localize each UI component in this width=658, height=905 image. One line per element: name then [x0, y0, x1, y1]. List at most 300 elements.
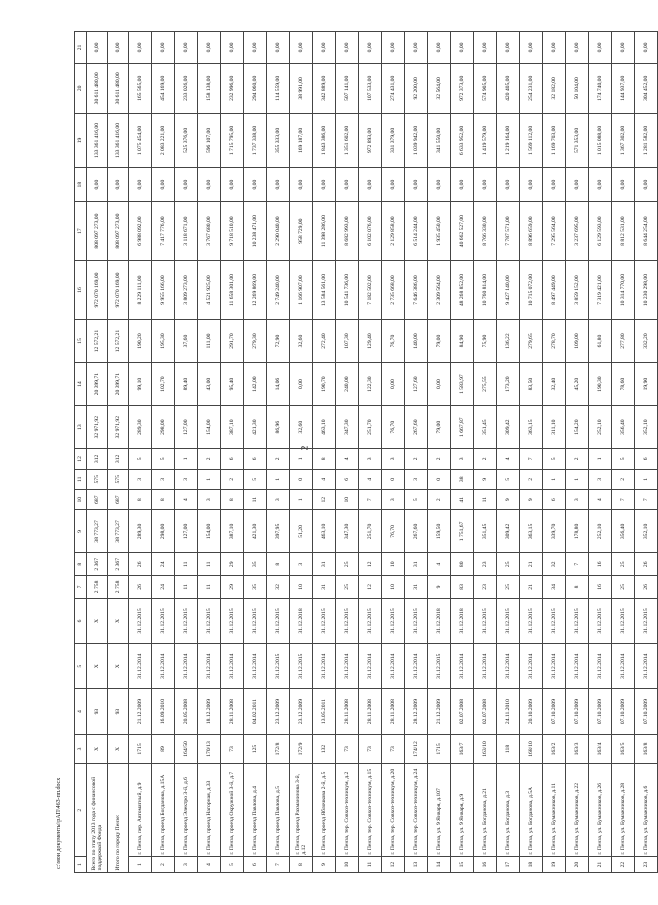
table-cell: 50 104,00 [566, 63, 589, 113]
table-cell: 387,10 [221, 406, 244, 449]
table-cell: 8 766 330,00 [474, 202, 497, 261]
table-cell: 2 [474, 449, 497, 469]
row-number: 4 [198, 857, 221, 873]
table-cell: 127,00 [175, 510, 198, 553]
table-cell: 454 169,00 [152, 63, 175, 113]
table-cell: 31.12.2015 [566, 598, 589, 643]
table-cell: 1 [290, 449, 313, 469]
table-cell: 136,22 [497, 320, 520, 363]
table-cell: 31.12.2015 [129, 598, 152, 643]
table-cell: 31.12.2014 [313, 644, 336, 689]
address-cell: г. Пенза, проезд Павлова, д.5 [267, 764, 290, 857]
table-cell: 31.12.2015 [152, 598, 175, 643]
table-cell: 2 367 [87, 553, 108, 576]
table-cell: 596 107,00 [198, 113, 221, 167]
table-cell: 24 [152, 576, 175, 599]
table-cell: 32 [543, 553, 566, 576]
table-cell: 37,60 [175, 320, 198, 363]
table-cell: 11 [175, 553, 198, 576]
table-cell: 20.10.2009 [520, 689, 543, 734]
table-row [543, 32, 566, 873]
column-number-cell: 8 [75, 553, 87, 576]
address-cell: г. Пенза, тер. Совхоз-техникум, д.2 [336, 764, 359, 857]
table-cell: 6 [221, 449, 244, 469]
table-cell: 0,00 [87, 168, 108, 202]
table-cell: 25 [336, 576, 359, 599]
table-cell: 20 399,71 [87, 363, 108, 406]
table-cell: 1 751,67 [451, 510, 474, 553]
table-cell: 251,70 [359, 510, 382, 553]
table-cell: 144 937,00 [612, 63, 635, 113]
table-row [152, 32, 175, 873]
table-cell: 1 583,97 [451, 363, 474, 406]
table-cell: 12 [313, 489, 336, 509]
table-cell: 34 [543, 576, 566, 599]
table-cell: 173,20 [497, 363, 520, 406]
table-cell: 5 [497, 469, 520, 489]
table-cell: 11 [198, 576, 221, 599]
table-row [566, 32, 589, 873]
address-cell: г. Пенза, проезд Окружной 3-й, д.7 [221, 764, 244, 857]
table-cell: 0,00 [635, 168, 658, 202]
row-number: 13 [405, 857, 428, 873]
table-cell: 7 417 776,00 [152, 202, 175, 261]
table-cell: 6 [543, 489, 566, 509]
table-cell: 18.12.2009 [198, 689, 221, 734]
table-cell: 102,70 [152, 363, 175, 406]
table-cell: 19,90 [635, 363, 658, 406]
table-cell: 2 [405, 449, 428, 469]
address-cell: г. Пенза, ул. Бумажников, д.6 [635, 764, 658, 857]
table-cell: X [87, 598, 108, 643]
table-cell: 0 [428, 469, 451, 489]
table-cell: 3 [451, 449, 474, 469]
table-cell: 8 [129, 489, 152, 509]
table-cell: 164/50 [175, 734, 198, 763]
table-cell: 1 [635, 469, 658, 489]
address-cell: г. Пенза, ул. 9 Января, д.107 [428, 764, 451, 857]
table-cell: 0,00 [129, 168, 152, 202]
table-cell: 10 [382, 553, 405, 576]
table-cell: 02.07.2008 [451, 689, 474, 734]
table-cell: 169 187,00 [290, 113, 313, 167]
table-cell: 163/7 [451, 734, 474, 763]
table-cell: 10 230 298,00 [635, 261, 658, 320]
table-cell: 252,10 [589, 406, 612, 449]
table-cell: 1 419 579,00 [474, 113, 497, 167]
table-cell: 83 [451, 576, 474, 599]
table-cell: 0,00 [612, 32, 635, 64]
table-cell: 0,00 [405, 168, 428, 202]
table-cell: 0,00 [198, 32, 221, 64]
table-cell: 9 [474, 469, 497, 489]
table-cell: 312 [108, 449, 129, 469]
footer [16, 777, 62, 889]
table-cell: 24.11.2010 [497, 689, 520, 734]
table-cell: 0,00 [543, 168, 566, 202]
table-cell: 254 231,00 [520, 63, 543, 113]
address-cell: г. Пенза, ул. Бумажников, д.22 [566, 764, 589, 857]
table-cell: 0,00 [108, 32, 129, 64]
table-cell: 79,00 [428, 406, 451, 449]
table-cell: 16.09.2010 [152, 689, 175, 734]
table-row [635, 32, 658, 873]
table-row [612, 32, 635, 873]
table-cell: 23 [474, 576, 497, 599]
table-cell: 31.12.2015 [313, 598, 336, 643]
table-cell: 9 955 166,00 [152, 261, 175, 320]
table-cell: 31.12.2014 [221, 644, 244, 689]
table-cell: 1 569 112,00 [520, 113, 543, 167]
table-row [313, 32, 336, 873]
table-cell: 31.12.2014 [152, 644, 175, 689]
table-cell: 28.11.2008 [359, 689, 382, 734]
table-cell: 2 083 221,00 [152, 113, 175, 167]
table-cell: 0,00 [221, 168, 244, 202]
table-cell: 114 559,00 [267, 63, 290, 113]
table-cell: 21 [520, 576, 543, 599]
table-cell: X [108, 644, 129, 689]
table-cell: 158 138,00 [198, 63, 221, 113]
table-cell: 351,45 [474, 510, 497, 553]
table-cell: 0,00 [520, 32, 543, 64]
table-cell: 347,30 [336, 406, 359, 449]
row-number: 5 [221, 857, 244, 873]
table-cell: 7 [359, 489, 382, 509]
table-cell: 309,42 [497, 406, 520, 449]
table-cell: 38 991,00 [290, 63, 313, 113]
table-cell: 347,30 [336, 510, 359, 553]
table-cell: 0,00 [313, 32, 336, 64]
table-cell: 6 988 092,00 [129, 202, 152, 261]
table-cell: 31 [313, 576, 336, 599]
column-number-cell: 9 [75, 510, 87, 553]
table-cell: 0,00 [474, 32, 497, 64]
table-cell: X [108, 598, 129, 643]
footer-path: c:\мои документы\рАП\463-пп.docx [56, 777, 62, 869]
table-cell: 0,00 [566, 32, 589, 64]
table-cell: 190,70 [313, 363, 336, 406]
table-body [75, 32, 658, 873]
table-cell: 32 [267, 576, 290, 599]
table-cell: 12 [359, 576, 382, 599]
table-cell: 25 [336, 553, 359, 576]
table-cell: 31.12.2014 [405, 644, 428, 689]
table-cell: 0 [290, 469, 313, 489]
table-row [267, 32, 290, 873]
table-cell: 3 [290, 553, 313, 576]
column-number-cell: 14 [75, 363, 87, 406]
row-number: 23 [635, 857, 658, 873]
address-cell: г. Пенза, ул. Бумажников, д.11 [543, 764, 566, 857]
table-cell: 31.12.2018 [451, 598, 474, 643]
table-cell: 24 [152, 553, 175, 576]
table-cell: 28.11.2008 [221, 689, 244, 734]
table-cell: 2 749 240,00 [267, 261, 290, 320]
table-cell: 84,90 [451, 320, 474, 363]
table-cell: 4 [313, 469, 336, 489]
table-cell: 21 [520, 553, 543, 576]
table-cell: 31.12.2015 [336, 598, 359, 643]
table-cell: 571 353,00 [566, 113, 589, 167]
table-cell: 304 452,00 [635, 63, 658, 113]
table-cell: 274 431,00 [382, 63, 405, 113]
table-cell: 972 893,00 [359, 113, 382, 167]
table-cell: 352,10 [635, 406, 658, 449]
column-number-cell: 10 [75, 489, 87, 509]
table-cell: 463,10 [313, 510, 336, 553]
table-cell: 1 367 302,00 [612, 113, 635, 167]
table-row [221, 32, 244, 873]
table-cell: 7 [635, 489, 658, 509]
table-cell: 9 [428, 576, 451, 599]
column-number-cell: 19 [75, 113, 87, 167]
table-cell: 31.12.2015 [474, 598, 497, 643]
row-number: 12 [382, 857, 405, 873]
table-cell: 0,00 [267, 32, 290, 64]
table-cell: 174 740,00 [589, 63, 612, 113]
table-cell: 99,10 [129, 363, 152, 406]
table-cell: 154,00 [198, 406, 221, 449]
table-cell: 6 [244, 449, 267, 469]
table-cell: 8 497 449,00 [543, 261, 566, 320]
table-cell: 9 [520, 489, 543, 509]
table-cell: 11 398 286,00 [313, 202, 336, 261]
table-cell: 289,30 [129, 510, 152, 553]
table-cell: 163/3 [566, 734, 589, 763]
page-number: 2 [299, 445, 310, 451]
table-cell: 10 238 471,00 [244, 202, 267, 261]
table-cell: 89 [152, 734, 175, 763]
table-cell: 8 [152, 489, 175, 509]
table-cell: 2 758 [108, 576, 129, 599]
table-cell: 31.12.2015 [198, 598, 221, 643]
table-cell: 298,00 [152, 510, 175, 553]
table-cell: 61,80 [589, 320, 612, 363]
table-cell: 7 [566, 553, 589, 576]
table-cell: 31.12.2014 [244, 644, 267, 689]
table-cell: 168/10 [520, 734, 543, 763]
table-cell: 3 859 152,00 [566, 261, 589, 320]
table-cell: 170/13 [198, 734, 221, 763]
table-cell: 10 715 072,00 [520, 261, 543, 320]
summary-label: Всего по этапу 2013 года с финансовой поддержкой Фонда [87, 764, 108, 873]
table-cell: 0,00 [359, 168, 382, 202]
table-cell: 31.12.2015 [175, 598, 198, 643]
table-cell: 2 367 [108, 553, 129, 576]
table-cell: 5 [152, 449, 175, 469]
table-cell: 0,00 [313, 168, 336, 202]
table-cell: 48 268 852,00 [451, 261, 474, 320]
summary-row [108, 32, 129, 873]
row-number: 21 [589, 857, 612, 873]
column-number-cell: 15 [75, 320, 87, 363]
table-cell: 76,70 [382, 320, 405, 363]
table-cell: 31.12.2015 [382, 598, 405, 643]
table-cell: 32,60 [290, 320, 313, 363]
table-cell: 7 646 386,00 [405, 261, 428, 320]
table-cell: 32,40 [543, 363, 566, 406]
table-row [451, 32, 474, 873]
table-cell: 8 229 111,00 [129, 261, 152, 320]
table-cell: 355 333,00 [267, 113, 290, 167]
table-cell: 289,30 [129, 406, 152, 449]
table-cell: 0,00 [635, 32, 658, 64]
table-cell: 31.12.2014 [451, 644, 474, 689]
column-number-cell: 21 [75, 32, 87, 64]
table-cell: 1 843 386,00 [313, 113, 336, 167]
address-cell: г. Пенза, проезд Электро 3-й, д.6 [175, 764, 198, 857]
table-cell: 89,40 [175, 363, 198, 406]
table-cell: 1 219 164,00 [497, 113, 520, 167]
address-cell: г. Пенза, проезд Яблочкова 2-й, д.5 [313, 764, 336, 857]
column-number-cell: 16 [75, 261, 87, 320]
table-cell: X [87, 734, 108, 763]
address-cell: г. Пенза, тер. Совхоз-техникум, д.24 [405, 764, 428, 857]
row-number: 6 [244, 857, 267, 873]
table-cell: 10 [382, 576, 405, 599]
table-cell: 397,95 [267, 510, 290, 553]
table-cell: 2 290 040,00 [267, 202, 290, 261]
table-cell: 1 281 582,00 [635, 113, 658, 167]
row-number: 20 [566, 857, 589, 873]
table-cell: 45,20 [566, 363, 589, 406]
table-cell: 8 [221, 489, 244, 509]
row-number: 11 [359, 857, 382, 873]
table-row [474, 32, 497, 873]
address-cell: г. Пенза, ул. Богданова, д.5А [520, 764, 543, 857]
table-cell: 07.10.2009 [543, 689, 566, 734]
table-cell: 172/9 [290, 734, 313, 763]
address-cell: г. Пенза, ул. Богданова, д.3 [497, 764, 520, 857]
table-cell: 3 [198, 489, 221, 509]
table-cell: 0,00 [290, 363, 313, 406]
table-cell: 0,00 [244, 168, 267, 202]
table-cell: 73 [382, 734, 405, 763]
table-cell: 232 996,00 [221, 63, 244, 113]
table-cell: 190,20 [129, 320, 152, 363]
table-cell: 31.12.2014 [543, 644, 566, 689]
table-cell: 0,00 [382, 168, 405, 202]
table-cell: 356,40 [612, 406, 635, 449]
row-number: 16 [474, 857, 497, 873]
table-cell: 11 658 301,00 [221, 261, 244, 320]
table-cell: 0,00 [451, 32, 474, 64]
table-cell: 10 [336, 489, 359, 509]
table-cell: 0,00 [152, 168, 175, 202]
table-cell: 1 [566, 469, 589, 489]
table-cell: 122,30 [359, 363, 382, 406]
table-cell: 43,00 [198, 363, 221, 406]
row-number: 10 [336, 857, 359, 873]
table-cell: 2 [267, 449, 290, 469]
table-cell: 0,00 [152, 32, 175, 64]
table-cell: 190,30 [589, 363, 612, 406]
table-row [336, 32, 359, 873]
table-cell: 10 760 814,00 [474, 261, 497, 320]
table-cell: 133 361 416,00 [87, 113, 108, 167]
table-cell: 275,55 [474, 363, 497, 406]
table-cell: 3 [175, 469, 198, 489]
table-cell: 0,00 [497, 32, 520, 64]
table-cell: 5 [543, 449, 566, 469]
table-cell: 1715 [428, 734, 451, 763]
table-cell: 31.12.2014 [382, 644, 405, 689]
table-row [497, 32, 520, 873]
table-cell: 163/2 [543, 734, 566, 763]
table-cell: 3 [566, 489, 589, 509]
table-cell: 31 [405, 576, 428, 599]
table-cell: 159,50 [428, 510, 451, 553]
housing-program-table [74, 31, 658, 873]
table-cell: 0,00 [359, 32, 382, 64]
table-row [589, 32, 612, 873]
row-number: 15 [451, 857, 474, 873]
table-cell: 31 [405, 553, 428, 576]
table-cell: 2 129 858,00 [382, 202, 405, 261]
table-cell: 31.12.2015 [244, 598, 267, 643]
table-row [428, 32, 451, 873]
table-cell: 7 319 421,00 [589, 261, 612, 320]
table-cell: 30 611 480,00 [87, 63, 108, 113]
row-number: 9 [313, 857, 336, 873]
table-cell: 387,10 [221, 510, 244, 553]
table-cell: 972 373,00 [451, 63, 474, 113]
table-cell: 294 060,00 [244, 63, 267, 113]
column-number-cell: 6 [75, 598, 87, 643]
table-cell: 3 [382, 489, 405, 509]
table-cell: 32 971,92 [87, 406, 108, 449]
table-cell: 574 905,00 [474, 63, 497, 113]
table-cell: 0,00 [543, 32, 566, 64]
table-cell: 6 514 244,00 [405, 202, 428, 261]
table-cell: 0,00 [87, 32, 108, 64]
address-cell: г. Пенза, ул. Бумажников, д.28 [612, 764, 635, 857]
table-row [175, 32, 198, 873]
table-cell: 9 718 510,00 [221, 202, 244, 261]
table-cell: 28.11.2008 [382, 689, 405, 734]
table-cell: 127,00 [175, 406, 198, 449]
table-cell: 23.12.2009 [267, 689, 290, 734]
column-number-cell: 17 [75, 202, 87, 261]
table-cell: 3 [267, 489, 290, 509]
table-cell: 25 [612, 553, 635, 576]
table-cell: 79,00 [428, 320, 451, 363]
table-cell: 958 729,00 [290, 202, 313, 261]
table-cell: 267,60 [405, 510, 428, 553]
row-number: 8 [290, 857, 313, 873]
table-cell: 86,96 [267, 406, 290, 449]
table-cell: 31.12.2015 [428, 644, 451, 689]
table-cell: 26 [635, 576, 658, 599]
table-cell: 363,15 [520, 510, 543, 553]
column-number-cell: 12 [75, 449, 87, 469]
table-cell: 0,00 [129, 32, 152, 64]
table-cell: 26 [129, 576, 152, 599]
table-cell: 298,00 [152, 406, 175, 449]
table-cell: 312 [87, 449, 108, 469]
table-cell: 0,00 [497, 168, 520, 202]
table-cell: 31.12.2014 [198, 644, 221, 689]
table-cell: 1715 [129, 734, 152, 763]
table-cell: 12 269 869,00 [244, 261, 267, 320]
table-cell: 12 572,21 [87, 320, 108, 363]
table-cell: 1 [543, 469, 566, 489]
table-cell: 80 [451, 553, 474, 576]
table-cell: 6 633 952,00 [451, 113, 474, 167]
table-cell: 3 [359, 449, 382, 469]
table-cell: 83,50 [520, 363, 543, 406]
